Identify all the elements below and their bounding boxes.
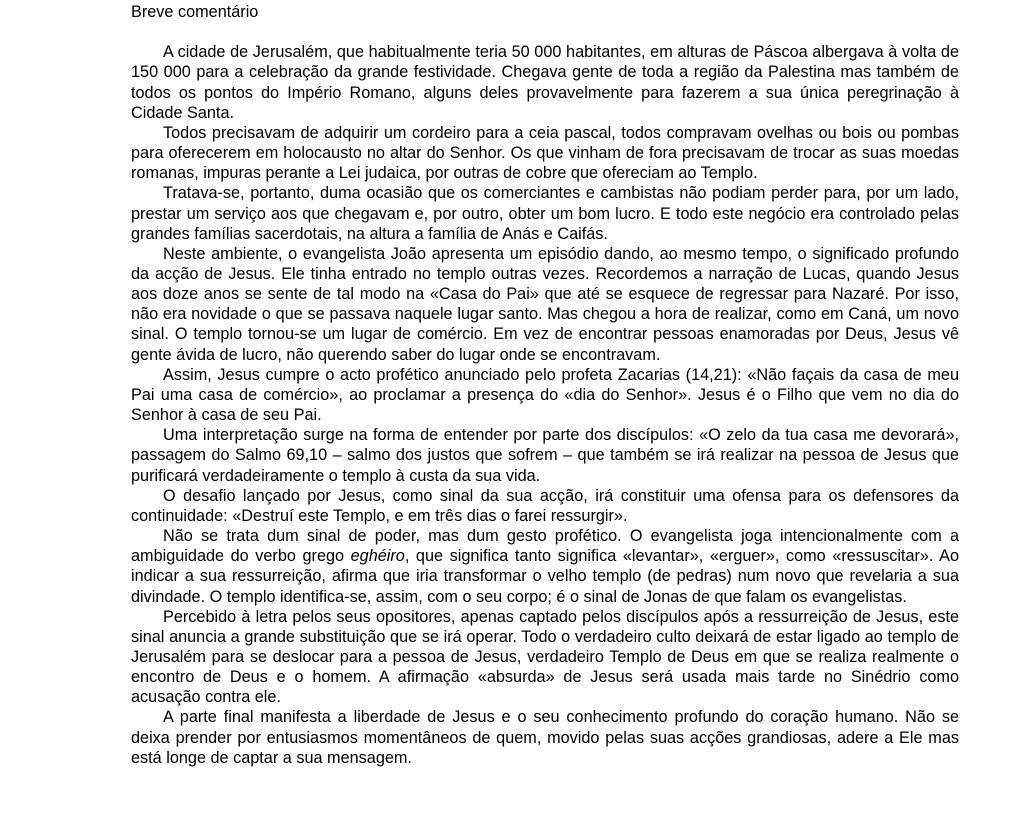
paragraph (131, 607, 959, 708)
paragraph (131, 486, 959, 526)
text-run: Não se trata dum sinal de poder, mas dum gesto profético. O evangelista joga intencionalmente com a ambiguidade do verbo grego (131, 527, 959, 566)
document-body (131, 42, 959, 768)
text-run: Tratava-se, portanto, duma ocasião que os comerciantes e cambistas não podiam perder para, por um lado, prestar um serviço aos que chegavam e, por outro, obter um bom lucro. E todo este negócio era controlado pelas grandes famílias sacerdotais, na altura a família de Anás e Caifás. (131, 184, 959, 243)
document-title: Breve comentário (131, 3, 259, 21)
text-run: , que significa tanto significa «levantar», «erguer», como «ressuscitar». Ao indicar a sua ressurreição, afirma que iria transformar o velho templo (de pedras) num novo que revelaria a sua divindade. O templo identifica-se, assim, com o seu corpo; é o sinal de Jonas de que falam os evangelistas. (131, 547, 959, 606)
text-run: Assim, Jesus cumpre o acto profético anunciado pelo profeta Zacarias (14,21): «Não façais da casa de meu Pai uma casa de comércio», ao proclamar a presença do «dia do Senhor». Jesus é o Filho que vem no dia do Senhor à casa de seu Pai. (131, 365, 959, 425)
text-run: A parte final manifesta a liberdade de Jesus e o seu conhecimento profundo do coração humano. Não se deixa prender por entusiasmos momentâneos de quem, movido pelas suas acções grandiosas, adere a Ele mas está longe de captar a sua mensagem. (131, 708, 959, 767)
paragraph (131, 526, 959, 607)
paragraph (131, 365, 959, 425)
paragraph (131, 425, 959, 485)
text-run: Percebido à letra pelos seus opositores, apenas captado pelos discípulos após a ressurreição de Jesus, este sinal anuncia a grande substituição que se irá operar. Todo o verdadeiro culto deixará de estar ligado ao templo de Jerusalém para se deslocar para a pessoa de Jesus, verdadeiro Templo de Deus em que se realiza realmente o encontro de Deus e o homem. A afirmação «absurda» de Jesus será usada mais tarde no Sinédrio como acusação contra ele. (131, 607, 959, 707)
text-run: Neste ambiente, o evangelista João apresenta um episódio dando, ao mesmo tempo, o significado profundo da acção de Jesus. Ele tinha entrado no templo outras vezes. Recordemos a narração de Lucas, quando Jesus aos doze anos se sente de tal modo na «Casa do Pai» que até se esquece de regressar para Nazaré. Por isso, não era novidade o que se passava naquele lugar santo. Mas chegou a hora de realizar, como em Caná, um novo sinal. O templo tornou-se um lugar de comércio. Em vez de encontrar pessoas enamoradas por Deus, Jesus vê gente ávida de lucro, não querendo saber do lugar onde se encontravam. (131, 244, 959, 364)
italic-term: eghéiro (350, 547, 405, 566)
text-run: Uma interpretação surge na forma de entender por parte dos discípulos: «O zelo da tua casa me devorará», passagem do Salmo 69,10 – salmo dos justos que sofrem – que também se irá realizar na pessoa de Jesus que purificará verdadeiramente o templo à custa da sua vida. (131, 426, 959, 485)
text-run: Todos precisavam de adquirir um cordeiro para a ceia pascal, todos compravam ovelhas ou bois ou pombas para oferecerem em holocausto no altar do Senhor. Os que vinham de fora precisavam de trocar as suas moedas romanas, impuras perante a Lei judaica, por outras de cobre que ofereciam ao Templo. (131, 123, 959, 183)
paragraph (131, 183, 959, 243)
text-run: A cidade de Jerusalém, que habitualmente teria 50 000 habitantes, em alturas de Páscoa albergava à volta de 150 000 para a celebração da grande festividade. Chegava gente de toda a região da Palestina mas também de todos os pontos do Império Romano, alguns deles provavelmente para fazerem a sua única peregrinação à Cidade Santa. (131, 43, 959, 122)
document-page (131, 2, 959, 768)
paragraph (131, 42, 959, 123)
paragraph (131, 123, 959, 183)
text-run: O desafio lançado por Jesus, como sinal da sua acção, irá constituir uma ofensa para os defensores da continuidade: «Destruí este Templo, e em três dias o farei ressurgir». (131, 486, 959, 525)
paragraph (131, 707, 959, 767)
paragraph (131, 244, 959, 365)
